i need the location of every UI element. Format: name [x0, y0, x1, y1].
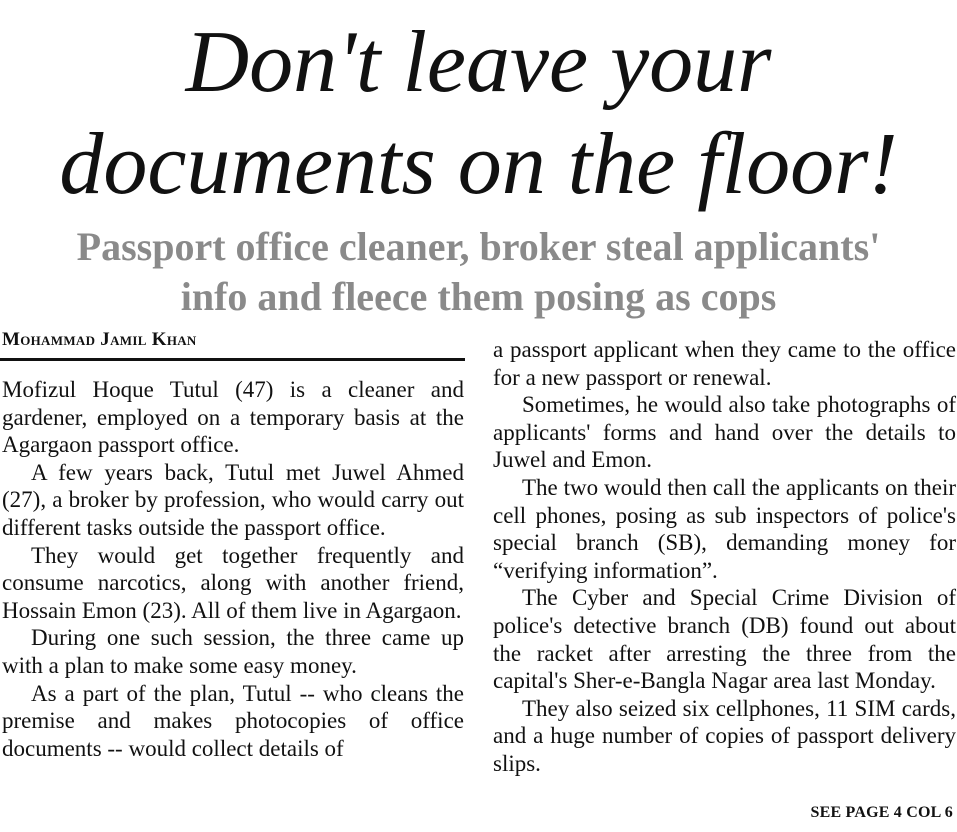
- headline-line-2: documents on the floor!: [59, 116, 898, 213]
- paragraph: They also seized six cellphones, 11 SIM cards, and a huge number of copies of passport delivery slips.: [493, 695, 956, 776]
- article-column-right: [493, 336, 956, 778]
- paragraph: Mofizul Hoque Tutul (47) is a cleaner and gardener, employed on a temporary basis at the Agargaon passport office.: [2, 377, 464, 458]
- headline: [0, 12, 957, 216]
- paragraph: A few years back, Tutul met Juwel Ahmed (27), a broker by profession, who would carry out different tasks outside the passport office.: [2, 459, 464, 540]
- paragraph: a passport applicant when they came to the office for a new passport or renewal.: [493, 337, 956, 390]
- headline-line-1: Don't leave your: [185, 14, 772, 111]
- paragraph: As a part of the plan, Tutul -- who cleans the premise and makes photocopies of office documents -- would collect details of: [2, 680, 464, 761]
- byline-divider: [0, 358, 465, 361]
- continued-jump-line: SEE PAGE 4 COL 6: [810, 804, 953, 821]
- subheadline-line-2: info and fleece them posing as cops: [180, 274, 777, 319]
- paragraph: The Cyber and Special Crime Division of police's detective branch (DB) found out about the racket after arresting the three from the capital's Sher-e-Bangla Nagar area last Monday.: [493, 585, 956, 694]
- article-column-left: [2, 376, 464, 762]
- paragraph: During one such session, the three came up with a plan to make some easy money.: [2, 625, 464, 678]
- subheadline-line-1: Passport office cleaner, broker steal applicants': [76, 224, 881, 269]
- subheadline: [0, 222, 957, 322]
- byline: Mohammad Jamil Khan: [2, 329, 197, 350]
- paragraph: The two would then call the applicants on their cell phones, posing as sub inspectors of police's special branch (SB), demanding money for “verifying information”.: [493, 474, 956, 583]
- paragraph: Sometimes, he would also take photographs of applicants' forms and hand over the details to Juwel and Emon.: [493, 392, 956, 473]
- paragraph: They would get together frequently and consume narcotics, along with another friend, Hossain Emon (23). All of them live in Agargaon.: [2, 542, 464, 623]
